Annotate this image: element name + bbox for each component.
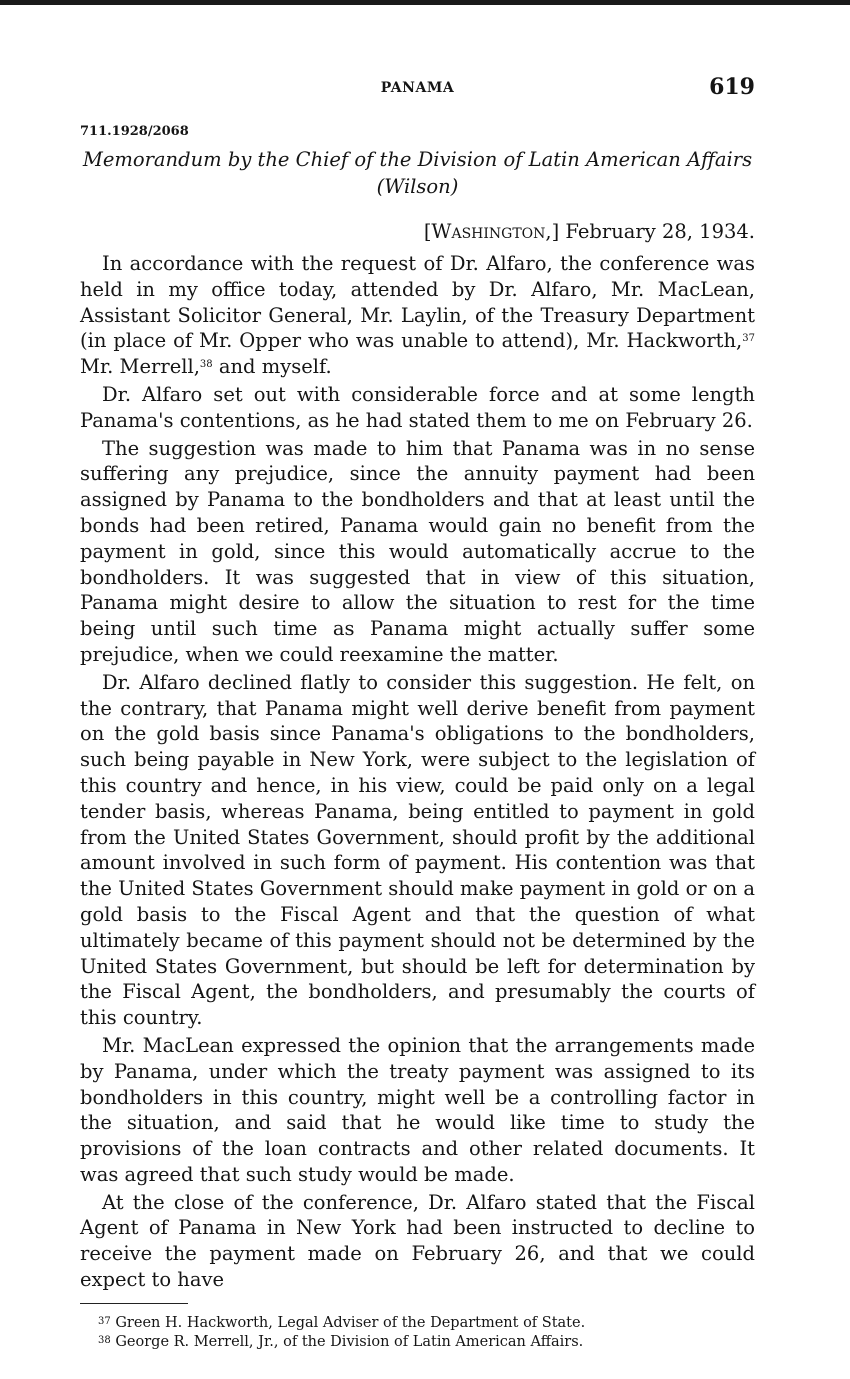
file-number: 711.1928/2068 [80, 124, 189, 139]
footnote-divider [80, 1303, 188, 1304]
running-title: PANAMA [380, 80, 455, 96]
paragraph-5: Mr. MacLean expressed the opinion that the arrangements made by Panama, under which the treaty payment was assigned to its bondholders in this country, might well be a controlling factor in the situation, and said that he would like time to study the provisions of the loan contracts and other related documents. It was agreed that such study would be made. [80, 1033, 755, 1186]
paragraph-3: The suggestion was made to him that Panama was in no sense suffering any prejudice, since the annuity payment had been assigned by Panama to the bondholders and that at least until the bonds had been retired, Panama would gain no benefit from the payment in gold, since this would automatically accrue to the bondholders. It was suggested that in view of this situation, Panama might desire to allow the situation to rest for the time being until such time as Panama might actually suffer some prejudice, when we could reexamine the matter. [80, 436, 755, 666]
footnote-ref-38: 38 [199, 359, 213, 371]
running-header [80, 72, 755, 106]
paragraph-1-text-b: Mr. Merrell, [80, 355, 200, 379]
paragraph-4: Dr. Alfaro declined flatly to consider this suggestion. He felt, on the contrary, that Panama might well derive benefit from payment on the gold basis since Panama's obligations to the bondholders, such being payable in New York, were subject to the legislation of this country and hence, in his view, could be paid only on a legal tender basis, whereas Panama, being entitled to payment in gold from the United States Government, should profit by the additional amount involved in such form of payment. His contention was that the United States Government should make payment in gold or on a gold basis to the Fiscal Agent and that the question of what ultimately became of this payment should not be determined by the United States Government, but should be left for determination by the Fiscal Agent, the bondholders, and presumably the courts of this country. [80, 670, 755, 1030]
footnote-37 [80, 1314, 755, 1333]
paragraph-1 [80, 251, 755, 380]
footnote-mark: 38 [98, 1334, 111, 1346]
top-border-rule [0, 0, 850, 5]
memorandum-title-line-2: (Wilson) [376, 175, 459, 198]
footnote-text: Green H. Hackworth, Legal Adviser of the Department of State. [115, 1314, 586, 1331]
memorandum-title-line-1: Memorandum by the Chief of the Division of Latin American Affairs [82, 148, 753, 171]
footnote-ref-37: 37 [742, 333, 755, 345]
memorandum-title [80, 146, 755, 200]
paragraph-1-text-c: and myself. [212, 355, 332, 379]
paragraph-2: Dr. Alfaro set out with considerable force and at some length Panama's contentions, as he had stated them to me on February 26. [80, 382, 755, 432]
paragraph-1-text-a: In accordance with the request of Dr. Alfaro, the conference was held in my office today, attended by Dr. Alfaro, Mr. MacLean, Assistant Solicitor General, Mr. Laylin, of the Treasury Department (in place of Mr. Opper who was unable to attend), Mr. Hackworth, [80, 252, 755, 353]
document-page [80, 72, 755, 1352]
dateline [80, 218, 755, 245]
footnote-38 [80, 1333, 755, 1352]
paragraph-6: At the close of the conference, Dr. Alfaro stated that the Fiscal Agent of Panama in New York had been instructed to decline to receive the payment made on February 26, and that we could expect to have [80, 1190, 755, 1292]
footnote-mark: 37 [98, 1315, 111, 1327]
footnote-text: George R. Merrell, Jr., of the Division of Latin American Affairs. [115, 1333, 584, 1350]
page-number: 619 [709, 74, 755, 100]
dateline-date: February 28, 1934. [565, 220, 755, 243]
memo-body [80, 251, 755, 1293]
dateline-place: [Washington,] [423, 220, 560, 243]
footnotes [80, 1314, 755, 1352]
